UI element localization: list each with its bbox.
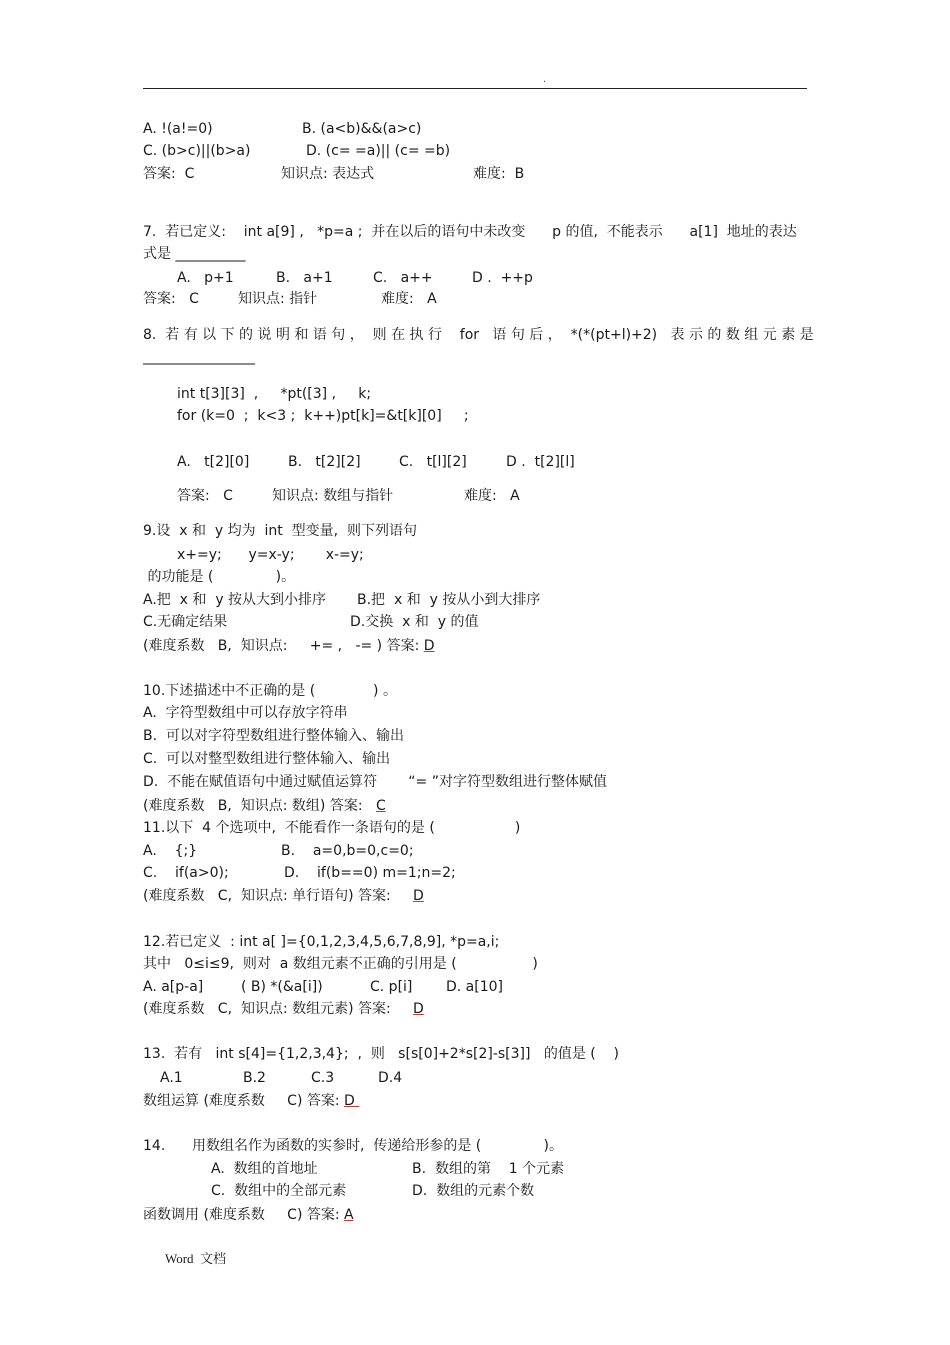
header-rule — [143, 88, 807, 89]
q11-option-b: B. a=0,b=0,c=0; — [281, 843, 414, 859]
q11-meta — [143, 887, 424, 905]
q7-option-a: A. p+1 — [177, 270, 234, 286]
q14-option-d: D. 数组的元素个数 — [412, 1183, 535, 1199]
top-option-c: C. (b>c)||(b>a) — [143, 143, 251, 159]
q8-option-d: D . t[2][l] — [506, 454, 575, 470]
q9-meta — [143, 637, 435, 655]
q7-difficulty: 难度: A — [381, 291, 437, 307]
q13-option-b: B.2 — [243, 1070, 266, 1086]
q10-meta — [143, 797, 386, 815]
q12-meta-text: (难度系数 C, 知识点: 数组元素) 答案: — [143, 1001, 391, 1017]
q13-option-c: C.3 — [311, 1070, 335, 1086]
q13-option-a: A.1 — [160, 1070, 183, 1086]
q10-option-b: B. 可以对字符型数组进行整体输入、输出 — [143, 728, 404, 744]
q8-code-line2: for (k=0 ; k<3 ; k++)pt[k]=&t[k][0] ; — [177, 408, 469, 424]
q9-meta-text: (难度系数 B, 知识点: += , -= ) 答案: — [143, 638, 420, 654]
q12-option-d: D. a[10] — [446, 979, 503, 995]
q7-answer: 答案: C — [143, 291, 199, 307]
q12-option-a: A. a[p-a] — [143, 979, 204, 995]
q8-option-c: C. t[l][2] — [399, 454, 467, 470]
q9-stem-line2: 的功能是 ( )。 — [143, 569, 296, 585]
q9-option-a: A.把 x 和 y 按从大到小排序 — [143, 592, 327, 608]
q13-meta-text: 数组运算 (难度系数 C) 答案: — [143, 1093, 340, 1109]
q8-option-b: B. t[2][2] — [288, 454, 361, 470]
footer-label: Word 文档 — [165, 1251, 227, 1266]
q11-stem: 11.以下 4 个选项中, 不能看作一条语句的是 ( ) — [143, 820, 521, 836]
q13-answer: D — [344, 1093, 360, 1109]
q9-stem-line1: 9.设 x 和 y 均为 int 型变量, 则下列语句 — [143, 523, 418, 539]
top-answer: 答案: C — [143, 166, 195, 182]
q11-meta-text: (难度系数 C, 知识点: 单行语句) 答案: — [143, 888, 391, 904]
top-option-b: B. (a<b)&&(a>c) — [302, 121, 422, 137]
q14-option-c: C. 数组中的全部元素 — [211, 1183, 347, 1199]
q12-stem-line1: 12.若已定义 : int a[ ]={0,1,2,3,4,5,6,7,8,9], *p=a,i; — [143, 934, 500, 950]
q14-option-a: A. 数组的首地址 — [211, 1161, 318, 1177]
q8-knowledge-point: 知识点: 数组与指针 — [272, 488, 394, 504]
q12-stem-line2: 其中 0≤i≤9, 则对 a 数组元素不正确的引用是 ( ) — [143, 956, 538, 972]
q14-stem: 14. 用数组名作为函数的实参时, 传递给形参的是 ( )。 — [143, 1138, 563, 1154]
q9-code: x+=y; y=x-y; x-=y; — [177, 547, 364, 563]
q13-meta — [143, 1092, 359, 1110]
top-difficulty: 难度: B — [473, 166, 525, 182]
top-knowledge-point: 知识点: 表达式 — [281, 166, 375, 182]
q9-option-b: B.把 x 和 y 按从小到大排序 — [357, 592, 541, 608]
q7-knowledge-point: 知识点: 指针 — [238, 291, 318, 307]
q9-option-d: D.交换 x 和 y 的值 — [350, 614, 479, 630]
q8-answer: 答案: C — [177, 488, 233, 504]
q8-stem-line1: 8. 若 有 以 下 的 说 明 和 语 句 ， 则 在 执 行 for 语 句 后 ， *(*(pt+l)+2) 表 示 的 数 组 元 素 是 — [143, 327, 814, 343]
q7-stem-line2: 式是 __________ — [143, 246, 246, 262]
q14-option-b: B. 数组的第 1 个元素 — [412, 1161, 565, 1177]
q8-option-a: A. t[2][0] — [177, 454, 250, 470]
q11-option-d: D. if(b==0) m=1;n=2; — [284, 865, 456, 881]
q12-option-b: ( B) *(&a[i]) — [241, 979, 323, 995]
q10-meta-text: (难度系数 B, 知识点: 数组) 答案: — [143, 798, 363, 814]
q12-option-c: C. p[i] — [370, 979, 413, 995]
q10-stem: 10.下述描述中不正确的是 ( ) 。 — [143, 683, 397, 699]
q14-meta-text: 函数调用 (难度系数 C) 答案: — [143, 1207, 340, 1223]
q8-stem-blank: ________________ — [143, 349, 255, 365]
q10-option-c: C. 可以对整型数组进行整体输入、输出 — [143, 751, 391, 767]
q13-option-d: D.4 — [378, 1070, 403, 1086]
q7-option-d: D . ++p — [472, 270, 533, 286]
top-option-d: D. (c= =a)|| (c= =b) — [306, 143, 451, 159]
q10-option-a: A. 字符型数组中可以存放字符串 — [143, 705, 348, 721]
header-dot: . — [543, 74, 547, 85]
q10-option-d: D. 不能在赋值语句中通过赋值运算符 “= ”对字符型数组进行整体赋值 — [143, 774, 607, 790]
q9-answer: D — [423, 638, 435, 654]
q11-option-a: A. {;} — [143, 843, 198, 859]
q11-answer: D — [413, 888, 424, 904]
q8-difficulty: 难度: A — [464, 488, 520, 504]
q7-stem-line1: 7. 若已定义: int a[9] , *p=a ; 并在以后的语句中未改变 p 的值, 不能表示 a[1] 地址的表达 — [143, 224, 797, 240]
q7-option-c: C. a++ — [373, 270, 433, 286]
q7-option-b: B. a+1 — [276, 270, 333, 286]
q13-stem: 13. 若有 int s[4]={1,2,3,4}; , 则 s[s[0]+2*s[2]-s[3]] 的值是 ( ) — [143, 1046, 619, 1062]
q14-meta — [143, 1206, 354, 1224]
q12-answer: D — [413, 1001, 424, 1017]
q10-answer: C — [375, 798, 386, 814]
q11-option-c: C. if(a>0); — [143, 865, 229, 881]
q14-answer: A — [344, 1207, 354, 1223]
top-option-a: A. !(a!=0) — [143, 121, 213, 137]
q12-meta — [143, 1000, 424, 1018]
q8-code-line1: int t[3][3] , *pt([3] , k; — [177, 386, 372, 402]
q9-option-c: C.无确定结果 — [143, 614, 228, 630]
